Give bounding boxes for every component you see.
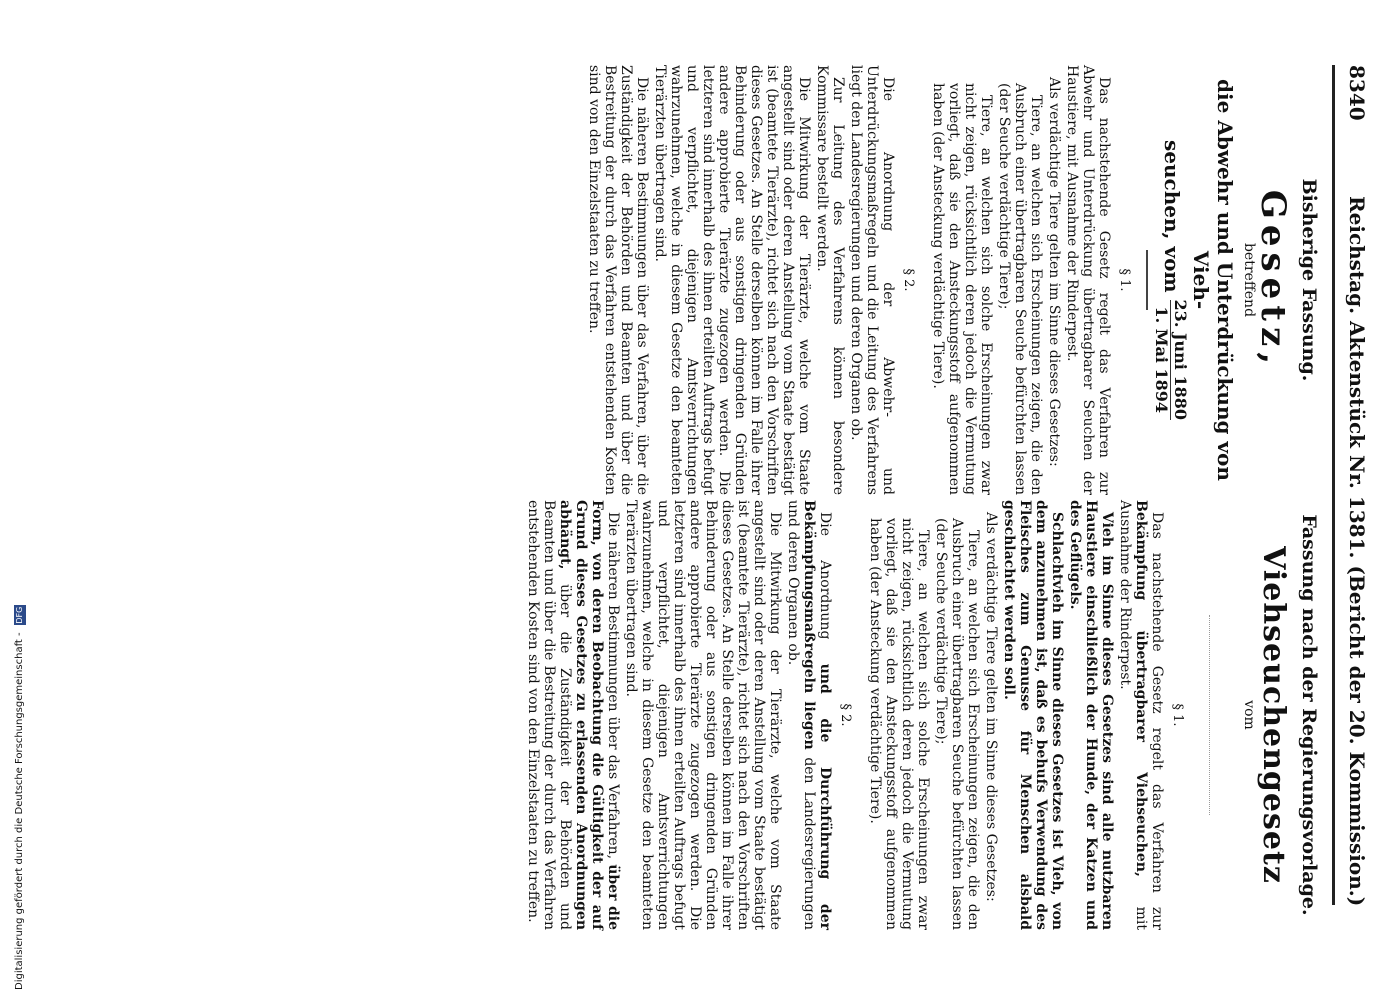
page-header: Reichstag. Aktenstück Nr. 1381. (Bericht der 20. Kommission.) xyxy=(1345,196,1369,907)
section-1-heading: § 1. xyxy=(1117,268,1132,292)
law-title-line-1: die Abwehr und Unterdrückung von Vieh- xyxy=(1189,79,1237,481)
paragraph xyxy=(785,500,833,930)
law-dates xyxy=(1152,300,1189,420)
law-heading: Gesetz, xyxy=(1253,189,1293,371)
header-rule xyxy=(1332,65,1335,905)
text-run: über die Zuständigkeit der Behörden und Beamten und über die Bestreitung der durch das Verfahren entstehenden Kosten sind von den Einzelstaaten zu treffen. xyxy=(525,500,573,930)
paragraph: Tiere, an welchen sich Erscheinungen zeigen, die den Ausbruch einer übertragbaren Seuche befürchten lassen (der Seuche verdächtige Tiere); xyxy=(996,83,1044,495)
paragraph: Als verdächtige Tiere gelten im Sinne dieses Gesetzes: xyxy=(1046,77,1062,467)
section-1-heading: § 1. xyxy=(1170,703,1185,727)
law-title-vom: seuchen, vom xyxy=(1160,140,1184,293)
date-1894: 1. Mai 1894 xyxy=(1152,306,1171,414)
paragraph: Die Mitwirkung der Tierärzte, welche vom Staate angestellt sind oder deren Anstellung vom Staate bestätigt ist (beamtete Tierärzte), richtet sich nach den Vorschriften dieses Gesetzes. An Stelle derselben können im Falle ihrer Behinderung oder aus sonstigen dringenden Gründen andere approbierte Tierärzte zugezogen werden. Die letzteren sind innerhalb des ihnen erteilten Auftrags befugt und verpflichtet, diejenigen Amtsverrichtungen wahrzunehmen, welche in diesem Gesetze den beamteten Tierärzten übertragen sind. xyxy=(652,65,812,495)
paragraph: Die Anordnung der Abwehr- und Unterdrückungsmaßregeln und die Leitung des Verfahrens liegt den Landesregierungen und deren Organen ob. xyxy=(848,65,896,495)
paragraph: Das nachstehende Gesetz regelt das Verfahren zur Abwehr und Unterdrückung übertragbarer Seuchen der Haustiere, mit Ausnahme der Rinderpest. xyxy=(1064,65,1112,495)
paragraph-bold: Vieh im Sinne dieses Gesetzes sind alle nutzbaren Haustiere einschließlich der Hunde, der Katzen und des Geflügels. xyxy=(1067,500,1115,930)
paragraph: Zur Leitung des Verfahrens können besondere Kommissare bestellt werden. xyxy=(814,65,846,495)
text-run: mit Ausnahme der Rinderpest. xyxy=(1117,500,1149,931)
text-run-bold: und die Durchführung der Bekämpfungsmaßregeln liegen xyxy=(801,500,833,930)
text-run-bold: über die Form, von deren Beobachtung die Gültigkeit der auf Grund dieses Gesetzes zu erlassenden Anordnungen abhängt, xyxy=(557,500,621,931)
column-subtitle: Bisherige Fassung. xyxy=(1298,178,1320,382)
paragraph: Tiere, an welchen sich solche Erscheinungen zwar nicht zeigen, rücksichtlich deren jedoch die Vermutung vorliegt, daß sie den Ansteckungsstoff aufgenommen haben (der Ansteckung verdächtige Tiere). xyxy=(930,83,994,495)
digitization-note xyxy=(14,605,26,990)
paragraph xyxy=(525,500,621,930)
short-divider xyxy=(1146,250,1148,310)
column-new-version xyxy=(523,500,1323,930)
paragraph xyxy=(1117,500,1165,930)
text-run: den Landesregierungen und deren Organen ob. xyxy=(785,500,817,931)
paragraph: Tiere, an welchen sich Erscheinungen zeigen, die den Ausbruch einer übertragbaren Seuche befürchten lassen (der Seuche verdächtige Tiere); xyxy=(933,518,981,930)
law-title-line-2 xyxy=(1152,65,1189,495)
vom-label: vom xyxy=(1241,700,1257,730)
text-run: Die Anordnung xyxy=(817,512,833,640)
law-heading: Viehseuchengesetz xyxy=(1256,546,1291,884)
section-2-heading: § 2. xyxy=(901,268,916,292)
paragraph: Tiere, an welchen sich solche Erscheinungen zwar nicht zeigen, rücksichtlich deren jedoch die Vermutung vorliegt, daß sie den Ansteckungsstoff aufgenommen haben (der Ansteckung verdächtige Tiere). xyxy=(867,518,931,930)
column-old-version xyxy=(584,65,1323,495)
text-run-bold: Bekämpfung übertragbarer Viehseuchen, xyxy=(1133,500,1149,877)
paragraph-bold: Schlachtvieh im Sinne dieses Gesetzes ist Vieh, von dem anzunehmen ist, daß es behufs Verwendung des Fleisches zum Genusse für Menschen alsbald geschlachtet werden soll. xyxy=(1001,500,1065,930)
dfg-logo: DFG xyxy=(15,606,24,624)
column-subtitle: Fassung nach der Regierungsvorlage. xyxy=(1298,514,1320,916)
digitization-note-text: Digitalisierung gefördert durch die Deutsche Forschungsgemeinschaft - xyxy=(14,632,25,990)
paragraph: Die Mitwirkung der Tierärzte, welche vom Staate angestellt sind oder deren Anstellung vom Staate bestätigt ist (beamtete Tierärzte), richtet sich nach den Vorschriften dieses Gesetzes. An Stelle derselben können im Falle ihrer Behinderung oder aus sonstigen dringenden Gründen andere approbierte Tierärzte zugezogen werden. Die letzteren sind innerhalb des ihnen erteilten Auftrags befugt und verpflichtet, diejenigen Amtsverrichtungen wahrzunehmen, welche in diesem Gesetze den beamteten Tierärzten übertragen sind. xyxy=(623,500,783,930)
paragraph: Die näheren Bestimmungen über das Verfahren, über die Zuständigkeit der Behörden und Beamten und über die Bestreitung der durch das Verfahren entstehenden Kosten sind von den Einzelstaaten zu treffen. xyxy=(586,65,650,495)
text-run: Das nachstehende Gesetz regelt das Verfahren zur xyxy=(1149,512,1165,930)
betreffend-label: betreffend xyxy=(1241,242,1257,318)
page-number: 8340 xyxy=(1345,65,1369,121)
paragraph: Als verdächtige Tiere gelten im Sinne dieses Gesetzes: xyxy=(983,512,999,902)
date-placeholder xyxy=(1209,615,1211,815)
text-run: Die näheren Bestimmungen über das Verfahren, xyxy=(605,512,621,860)
section-2-heading: § 2. xyxy=(838,703,853,727)
date-1880: 23. Juni 1880 xyxy=(1171,299,1190,420)
